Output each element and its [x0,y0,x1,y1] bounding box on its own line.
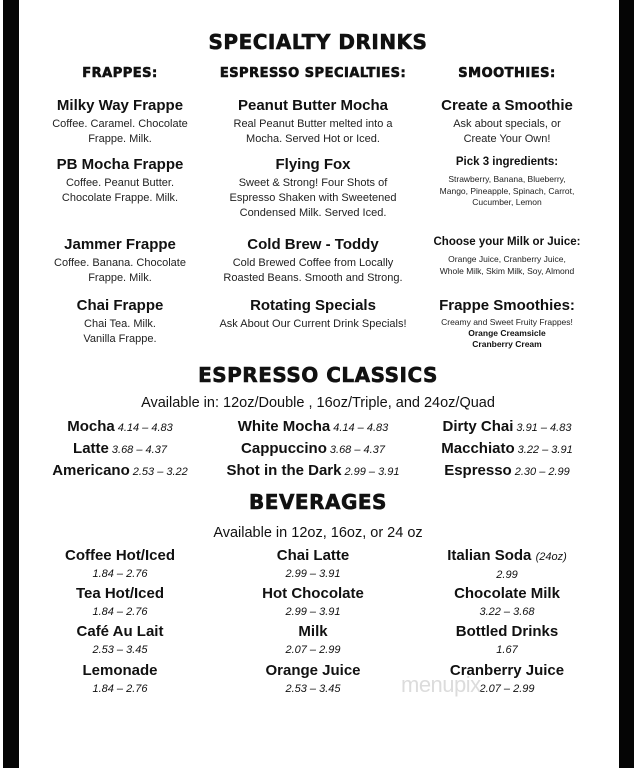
item-description: Ask About Our Current Drink Specials! [219,318,407,330]
espresso-classics-title: ESPRESSO CLASSICS [198,363,438,387]
beverage-item: Milk 2.07 – 2.99 [285,623,341,656]
classics-availability: Available in: 12oz/Double , 16oz/Triple, and 24oz/Quad [141,395,495,411]
item-description: Coffee. Caramel. Chocolate Frappe. Milk. [52,118,188,145]
classic-item: White Mocha 4.14 – 4.83 [237,418,389,435]
beverages-title: BEVERAGES [249,490,387,514]
classic-item: Cappuccino 3.68 – 4.37 [241,440,385,457]
item-name: Jammer Frappe [64,236,176,253]
item-name: Flying Fox [275,156,351,173]
beverage-item: Tea Hot/Iced 1.84 – 2.76 [75,585,165,618]
item-description: Cold Brewed Coffee from Locally Roasted Beans. Smooth and Strong. [223,257,403,284]
beverage-item: Hot Chocolate 2.99 – 3.91 [262,585,364,618]
menu-item [208,156,418,221]
choose-milk-juice-heading: Choose your Milk or Juice: [433,236,581,248]
item-description: Sweet & Strong! Four Shots of Espresso Shaken with Sweetened Condensed Milk. Served Iced. [229,177,397,219]
create-smoothie [402,97,612,147]
item-description: Chai Tea. Milk. Vanilla Frappe. [83,318,157,345]
beverage-item: Coffee Hot/Iced 1.84 – 2.76 [64,547,175,580]
ingredient-list: Strawberry, Banana, Blueberry, Mango, Pineapple, Spinach, Carrot, Cucumber, Lemon [439,174,575,207]
classic-item: Mocha 4.14 – 4.83 [67,418,173,435]
frappes-heading: FRAPPES: [82,66,158,81]
pick-ingredients-heading: Pick 3 ingredients: [455,156,559,168]
classic-item: Shot in the Dark 2.99 – 3.91 [226,462,400,479]
menu-item [208,236,418,286]
milk-juice-list: Orange Juice, Cranberry Juice, Whole Milk, Skim Milk, Soy, Almond [439,254,575,276]
specialty-drinks-title: SPECIALTY DRINKS [208,30,428,54]
item-description: Coffee. Banana. Chocolate Frappe. Milk. [54,257,186,284]
beverage-item: Chai Latte 2.99 – 3.91 [276,547,350,580]
flavor-orange-creamsicle: Orange Creamsicle [468,328,546,338]
beverage-item: Cranberry Juice 2.07 – 2.99 [449,662,565,695]
beverage-item: Café Au Lait 2.53 – 3.45 [76,623,164,656]
item-description: Real Peanut Butter melted into a Mocha. Served Hot or Iced. [233,118,393,145]
flavor-cranberry-cream: Cranberry Cream [472,339,542,349]
menu-item [15,236,225,286]
item-name: Rotating Specials [250,297,376,314]
menu-item [208,97,418,147]
beverages-availability: Available in 12oz, 16oz, or 24 oz [213,525,423,541]
item-description: Ask about specials, or Create Your Own! [453,118,561,145]
item-name: Chai Frappe [76,297,164,314]
classic-item: Dirty Chai 3.91 – 4.83 [442,418,572,435]
pick-ingredients [402,155,612,209]
smoothies-heading: SMOOTHIES: [458,66,556,81]
frappe-smoothies-tagline: Creamy and Sweet Fruity Frappes! [441,317,573,327]
menu-item [208,297,418,332]
classic-item: Latte 3.68 – 4.37 [73,440,167,457]
classic-item: Macchiato 3.22 – 3.91 [441,440,573,457]
espresso-specialties-heading: ESPRESSO SPECIALTIES: [219,66,407,81]
menu-item [15,156,225,206]
item-name: PB Mocha Frappe [56,156,184,173]
classic-item: Espresso 2.30 – 2.99 [444,462,570,479]
beverage-item: Bottled Drinks 1.67 [455,623,559,656]
beverage-item: Chocolate Milk 3.22 – 3.68 [454,585,560,618]
menu-item [15,297,225,347]
frappe-smoothies [402,297,612,350]
menu-item [15,97,225,147]
choose-milk-juice [402,235,612,277]
item-description: Coffee. Peanut Butter. Chocolate Frappe. Milk. [61,177,179,204]
item-name: Frappe Smoothies: [439,297,575,314]
item-name: Peanut Butter Mocha [237,97,388,114]
beverage-item: Lemonade 1.84 – 2.76 [82,662,158,695]
item-name: Milky Way Frappe [56,97,184,114]
beverage-item: Italian Soda (24oz) 2.99 [447,547,567,581]
beverage-item: Orange Juice 2.53 – 3.45 [265,662,361,695]
item-name: Cold Brew - Toddy [247,236,379,253]
item-name: Create a Smoothie [441,97,573,114]
menupix-watermark: menupix [401,672,481,697]
classic-item: Americano 2.53 – 3.22 [52,462,188,479]
